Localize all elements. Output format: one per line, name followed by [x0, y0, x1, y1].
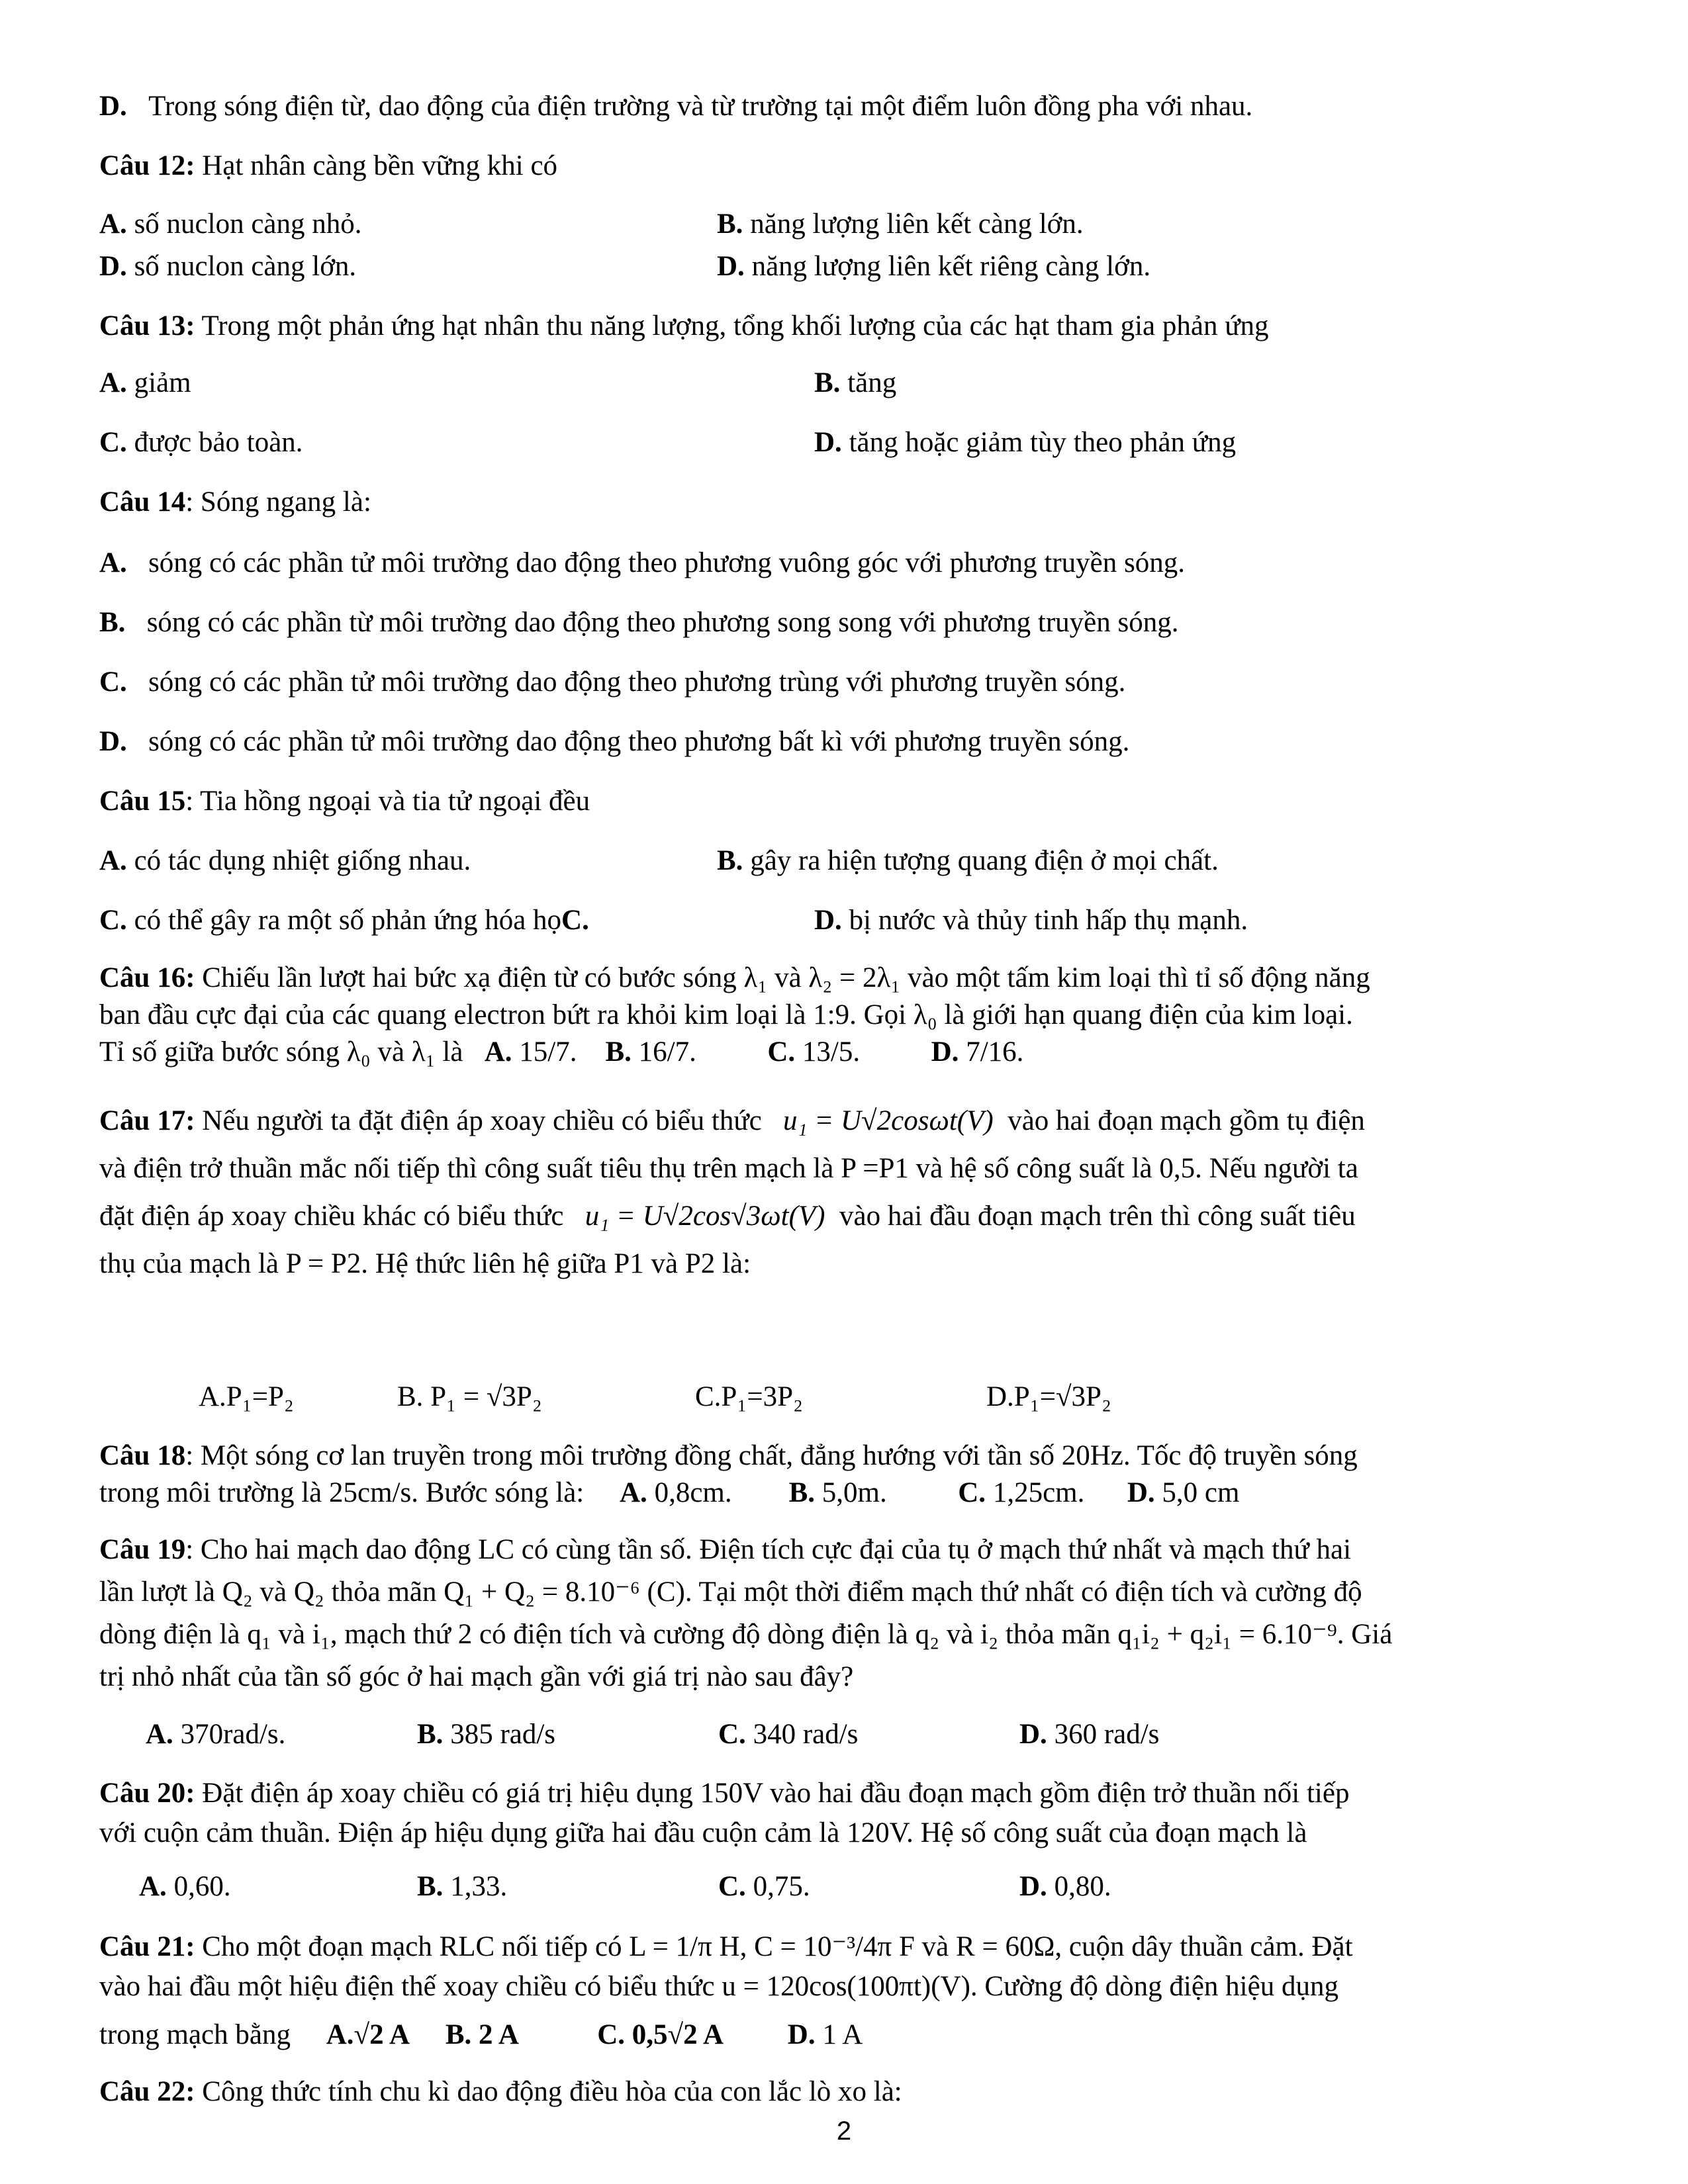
q19-option-c: C. 340 rad/s — [718, 1719, 859, 1750]
question-17: Câu 17: Nếu người ta đặt điện áp xoay chiều có biểu thức u₁ = U√2cosωt(V) vào hai đoạn mạch gồm tụ điện và điện trở thuần mắc nối tiếp thì công suất tiêu thụ trên mạch là P =P1 và hệ số công suất là 0,5. Nếu người ta đặt điện áp xoay chiều khác có biểu thức u₁ = U√2cos√3ωt(V) vào hai đầu đoạn mạch trên thì công suất tiêu thụ của mạch là P = P2. Hệ thức liên hệ giữa P1 và P2 là: — [99, 1097, 1589, 1288]
question-text: vào hai đầu một hiệu điện thế xoay chiều có biểu thức u = 120cos(100πt)(V). Cường độ dòng điện hiệu dụng — [99, 1971, 1338, 2002]
q14-option-d: D. sóng có các phần tử môi trường dao động theo phương bất kì với phương truyền sóng. — [99, 726, 1130, 757]
question-22 — [99, 2071, 1589, 2113]
question-21: Câu 21: Cho một đoạn mạch RLC nối tiếp có L = 1/π H, C = 10⁻³/4π F và R = 60Ω, cuộn dây thuần cảm. Đặt vào hai đầu một hiệu điện thế xoay chiều có biểu thức u = 120cos(100πt)(V). Cường độ dòng điện hiệu dụng trong mạch bằng A.√2 A B. 2 A C. 0,5√2 A D. 1 A — [99, 1927, 1589, 2064]
question-20: Câu 20: Đặt điện áp xoay chiều có giá trị hiệu dụng 150V vào hai đầu đoạn mạch gồm điện trở thuần nối tiếp với cuộn cảm thuần. Điện áp hiệu dụng giữa hai đầu cuộn cảm là 120V. Hệ số công suất của đoạn mạch là — [99, 1774, 1589, 1853]
question-label: Câu 21: — [99, 1931, 195, 1962]
question-12 — [99, 146, 1589, 187]
q20-option-b: B. 1,33. — [417, 1871, 508, 1902]
q19-option-d: D. 360 rad/s — [1019, 1719, 1160, 1750]
question-label: Câu 20: — [99, 1778, 195, 1809]
q17-options — [99, 1377, 1589, 1418]
q20-option-c: C. 0,75. — [718, 1871, 810, 1902]
q12-options-row1 — [99, 204, 1589, 245]
q14-option-c: C. sóng có các phần tử môi trường dao động theo phương trùng với phương truyền sóng. — [99, 666, 1126, 698]
q17-option-a: A.P₁=P₂ — [199, 1381, 294, 1412]
question-text: Hạt nhân càng bền vững khi có — [202, 150, 558, 181]
formula: u₁ = U√2cosωt(V) — [783, 1105, 994, 1136]
question-text: Chiếu lần lượt hai bức xạ điện từ có bước sóng λ₁ và λ₂ = 2λ₁ vào một tấm kim loại thì tỉ số động năng — [202, 962, 1370, 993]
question-15 — [99, 781, 1589, 822]
question-text: : Tia hồng ngoại và tia tử ngoại đều — [185, 786, 590, 817]
q13-options-row1 — [99, 363, 1589, 404]
q13-options-row2 — [99, 422, 1589, 463]
q11-option-d — [99, 86, 1589, 127]
q15-option-d: D. bị nước và thủy tinh hấp thụ mạnh. — [814, 905, 1248, 936]
q15-options-row1 — [99, 841, 1589, 882]
q13-option-a: A. giảm — [99, 367, 191, 398]
q19-options — [99, 1714, 1589, 1755]
question-text: Trong một phản ứng hạt nhân thu năng lượng, tổng khối lượng của các hạt tham gia phản ứng — [201, 310, 1269, 341]
question-text: thụ của mạch là P = P2. Hệ thức liên hệ giữa P1 và P2 là: — [99, 1248, 751, 1279]
question-text: ban đầu cực đại của các quang electron bứt ra khỏi kim loại là 1:9. Gọi λ₀ là giới hạn quang điện của kim loại. — [99, 999, 1353, 1030]
question-label: Câu 14 — [99, 486, 186, 518]
q14-option-b: B. sóng có các phần từ môi trường dao động theo phương song song với phương truyền sóng. — [99, 607, 1179, 638]
question-label: Câu 12: — [99, 150, 195, 181]
q15-option-a: A. có tác dụng nhiệt giống nhau. — [99, 845, 471, 876]
question-text: Công thức tính chu kì dao động điều hòa của con lắc lò xo là: — [202, 2076, 902, 2107]
q15-options-row2 — [99, 900, 1589, 941]
question-label: Câu 13: — [99, 310, 195, 341]
q19-option-a: A. 370rad/s. — [146, 1719, 286, 1750]
question-text: với cuộn cảm thuần. Điện áp hiệu dụng giữa hai đầu cuộn cảm là 120V. Hệ số công suất của đoạn mạch là — [99, 1817, 1307, 1848]
question-text: và điện trở thuần mắc nối tiếp thì công suất tiêu thụ trên mạch là P =P1 và hệ số công suất là 0,5. Nếu người ta — [99, 1153, 1358, 1184]
question-text: dòng điện là q₁ và i₁, mạch thứ 2 có điện tích và cường độ dòng điện là q₂ và i₂ thỏa mãn q₁i₂ + q₂i₁ = 6.10⁻⁹. Giá — [99, 1619, 1393, 1650]
question-14 — [99, 482, 1589, 523]
page-number: 2 — [836, 2116, 852, 2146]
question-18: Câu 18: Một sóng cơ lan truyền trong môi trường đồng chất, đẳng hướng với tần số 20Hz. Tốc độ truyền sóng trong môi trường là 25cm/s. Bước sóng là: A. 0,8cm. B. 5,0m. C. 1,25cm. D. 5,0 cm — [99, 1440, 1358, 1508]
question-label: Câu 15 — [99, 786, 186, 817]
q20-option-d: D. 0,80. — [1019, 1871, 1111, 1902]
q13-option-d: D. tăng hoặc giảm tùy theo phản ứng — [814, 427, 1237, 458]
q13-option-c: C. được bảo toàn. — [99, 427, 303, 458]
question-16 — [99, 960, 1589, 1071]
q12-option-a: A. số nuclon càng nhỏ. — [99, 208, 362, 240]
option-label: D. — [99, 91, 127, 122]
formula: u₁ = U√2cos√3ωt(V) — [585, 1201, 825, 1232]
option-text: Trong sóng điện từ, dao động của điện trường và từ trường tại một điểm luôn đồng pha với nhau. — [148, 91, 1253, 122]
q15-option-c: C. có thể gây ra một số phản ứng hóa họC. — [99, 905, 589, 936]
question-label: Câu 18 — [99, 1440, 186, 1471]
question-label: Câu 16: — [99, 962, 195, 993]
q14-option-a: A. sóng có các phần tử môi trường dao động theo phương vuông góc với phương truyền sóng. — [99, 547, 1185, 578]
question-19: Câu 19: Cho hai mạch dao động LC có cùng tần số. Điện tích cực đại của tụ ở mạch thứ nhất và mạch thứ hai lần lượt là Q₂ và Q₂ thỏa mãn Q₁ + Q₂ = 8.10⁻⁶ (C). Tại một thời điểm mạch thứ nhất có điện tích và cường độ dòng điện là q₁ và i₁, mạch thứ 2 có điện tích và cường độ dòng điện là q₂ và i₂ thỏa mãn q₁i₂ + q₂i₁ = 6.10⁻⁹. Giá trị nhỏ nhất của tần số góc ở hai mạch gần với giá trị nào sau đây? — [99, 1529, 1589, 1698]
q13-option-b: B. tăng — [814, 367, 897, 398]
q12-options-row2 — [99, 246, 1589, 287]
q17-option-c: C.P₁=3P₂ — [695, 1381, 803, 1412]
question-label: Câu 22: — [99, 2076, 195, 2107]
q12-option-c: D. số nuclon càng lớn. — [99, 251, 357, 282]
question-text: lần lượt là Q₂ và Q₂ thỏa mãn Q₁ + Q₂ = 8.10⁻⁶ (C). Tại một thời điểm mạch thứ nhất có điện tích và cường độ — [99, 1576, 1362, 1608]
q17-option-b: B. P₁ = √3P₂ — [397, 1381, 542, 1412]
q16-last-line: Tỉ số giữa bước sóng λ₀ và λ₁ là A. 15/7. B. 16/7. C. 13/5. D. 7/16. — [99, 1036, 1024, 1068]
q12-option-b: B. năng lượng liên kết càng lớn. — [717, 208, 1084, 240]
question-label: Câu 19 — [99, 1534, 186, 1565]
q12-option-d: D. năng lượng liên kết riêng càng lớn. — [717, 251, 1151, 282]
q19-option-b: B. 385 rad/s — [417, 1719, 556, 1750]
question-text: trị nhỏ nhất của tần số góc ở hai mạch gần với giá trị nào sau đây? — [99, 1661, 854, 1692]
q17-option-d: D.P₁=√3P₂ — [986, 1381, 1111, 1412]
q20-options — [99, 1866, 1589, 1907]
question-text: : Sóng ngang là: — [185, 486, 371, 518]
q15-option-b: B. gây ra hiện tượng quang điện ở mọi chất. — [717, 845, 1219, 876]
question-13 — [99, 306, 1589, 347]
q20-option-a: A. 0,60. — [139, 1871, 231, 1902]
question-label: Câu 17: — [99, 1105, 195, 1136]
